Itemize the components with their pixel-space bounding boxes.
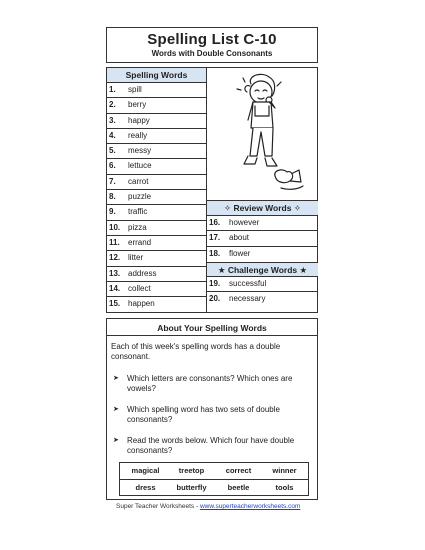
item-number: 1. xyxy=(109,85,116,94)
girl-with-dropped-ice-cream-illustration xyxy=(217,72,313,198)
list-item xyxy=(107,129,206,144)
page-title: Spelling List C-10 xyxy=(147,31,277,48)
item-number: 11. xyxy=(109,237,120,247)
item-word: necessary xyxy=(229,294,266,304)
page-subtitle: Words with Double Consonants xyxy=(151,49,273,58)
item-word: berry xyxy=(128,100,147,110)
spelling-panel xyxy=(106,67,318,313)
item-number: 19. xyxy=(209,278,221,288)
word-choice: tools xyxy=(275,483,294,492)
word-choice: winner xyxy=(272,466,297,475)
about-panel xyxy=(106,318,318,500)
spelling-words-list xyxy=(107,83,207,312)
review-words-header: ✧ Review Words ✧ xyxy=(207,201,318,216)
arrow-bullet-icon: ➤ xyxy=(113,406,119,413)
arrow-bullet-icon: ➤ xyxy=(113,437,119,444)
item-word: carrot xyxy=(128,176,149,186)
question-text: Which letters are consonants? Which ones are vowels? xyxy=(127,374,293,393)
list-item xyxy=(107,190,206,205)
list-item xyxy=(107,98,206,113)
item-number: 10. xyxy=(109,222,121,232)
item-word: spill xyxy=(128,85,142,94)
item-number: 15. xyxy=(109,299,121,309)
item-word: however xyxy=(229,218,260,227)
list-item xyxy=(107,282,206,297)
list-item xyxy=(107,114,206,129)
item-word: flower xyxy=(229,248,251,258)
spelling-words-header: Spelling Words xyxy=(107,68,207,83)
word-choices-table xyxy=(119,462,309,496)
divider xyxy=(107,335,317,336)
question-text: Which spelling word has two sets of double consonants? xyxy=(127,405,280,424)
item-number: 6. xyxy=(109,161,116,171)
word-choice: butterfly xyxy=(176,483,207,492)
question-text: Read the words below. Which four have double consonants? xyxy=(127,436,295,455)
word-choice: correct xyxy=(225,466,252,475)
list-item xyxy=(107,297,206,312)
item-word: puzzle xyxy=(128,192,152,202)
item-number: 2. xyxy=(109,100,116,110)
item-number: 8. xyxy=(109,192,116,202)
footer-text: Super Teacher Worksheets - xyxy=(116,503,200,510)
item-number: 20. xyxy=(209,294,221,304)
review-challenge-section xyxy=(207,200,318,313)
item-number: 14. xyxy=(109,283,121,293)
list-item xyxy=(207,277,318,292)
list-item xyxy=(207,231,318,246)
item-word: successful xyxy=(229,278,267,288)
item-word: litter xyxy=(128,253,144,263)
divider xyxy=(120,479,308,480)
word-choice: beetle xyxy=(227,483,250,492)
item-word: address xyxy=(128,268,157,278)
title-box xyxy=(106,27,318,63)
list-item xyxy=(107,175,206,190)
item-word: collect xyxy=(128,283,151,293)
word-choice: dress xyxy=(135,483,156,492)
item-number: 9. xyxy=(109,207,116,217)
list-item xyxy=(107,144,206,159)
list-item xyxy=(207,216,318,231)
item-number: 4. xyxy=(109,130,116,140)
list-item xyxy=(107,267,206,282)
item-number: 18. xyxy=(209,248,221,258)
item-word: happy xyxy=(128,115,150,125)
item-word: errand xyxy=(128,237,152,247)
list-item xyxy=(107,251,206,266)
item-number: 7. xyxy=(109,176,116,186)
item-word: traffic xyxy=(128,207,148,217)
item-word: really xyxy=(128,130,148,140)
footer xyxy=(116,503,300,510)
item-word: lettuce xyxy=(128,161,152,171)
about-intro: Each of this week's spelling words has a double consonant. xyxy=(111,342,281,361)
word-choice: magical xyxy=(131,466,160,475)
item-number: 16. xyxy=(209,218,221,227)
footer-link[interactable]: www.superteacherworksheets.com xyxy=(199,503,301,510)
item-word: pizza xyxy=(128,222,147,232)
item-number: 5. xyxy=(109,146,116,156)
list-item xyxy=(207,292,318,307)
list-item xyxy=(107,159,206,174)
word-choice: treetop xyxy=(178,466,205,475)
list-item xyxy=(107,205,206,220)
list-item xyxy=(107,221,206,236)
list-item xyxy=(107,236,206,251)
challenge-words-header: ★ Challenge Words ★ xyxy=(207,262,318,277)
item-number: 3. xyxy=(109,115,116,125)
arrow-bullet-icon: ➤ xyxy=(113,375,119,382)
item-word: messy xyxy=(128,146,152,156)
item-number: 17. xyxy=(209,233,221,243)
about-title: About Your Spelling Words xyxy=(157,323,267,333)
item-word: happen xyxy=(128,299,155,309)
item-number: 13. xyxy=(109,268,121,278)
list-item xyxy=(207,247,318,262)
item-number: 12. xyxy=(109,253,121,263)
item-word: about xyxy=(229,233,250,243)
list-item xyxy=(107,83,206,98)
